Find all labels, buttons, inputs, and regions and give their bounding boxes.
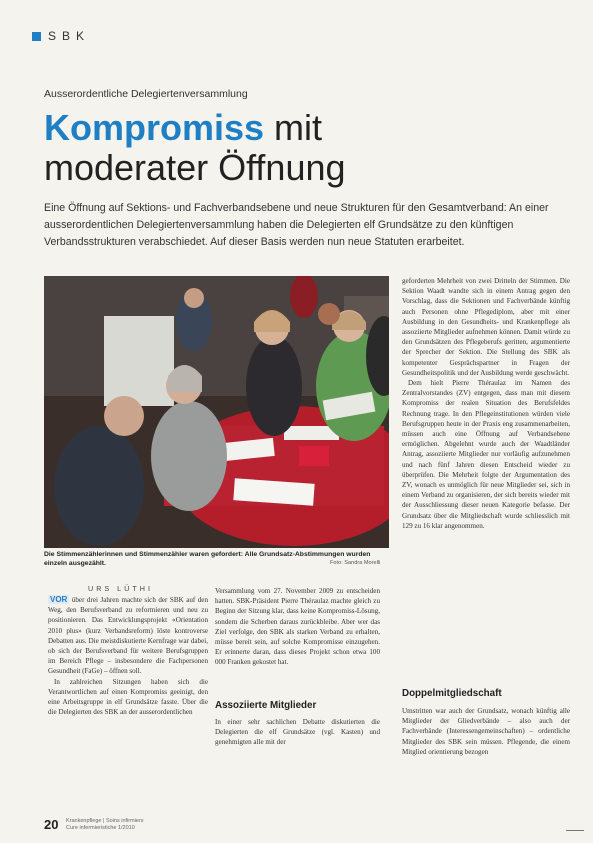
publication-footer — [66, 818, 144, 831]
title-line1-rest: mit — [264, 107, 323, 148]
section-marker — [32, 32, 41, 41]
photo-delegates-counting — [44, 276, 389, 548]
article-kicker: Ausserordentliche Delegiertenversammlung — [44, 88, 248, 100]
footer-line-1: Krankenpflege | Soins infirmiers — [66, 818, 144, 824]
photo-caption: Die Stimmenzählerinnen und Stimmenzähler waren gefordert: Alle Grundsatz-Abstimmungen wurden einzeln ausgezählt. — [44, 551, 371, 567]
section-label: SBK — [48, 29, 91, 43]
author-byline: URS LÜTHI — [88, 584, 153, 593]
title-highlight: Kompromiss — [44, 107, 265, 148]
photo-credit: Foto: Sandra Morelli — [330, 560, 381, 566]
column-1-text: über drei Jahren machte sich der SBK auf den Weg, den Berufsverband zu reformieren und neu zu positionieren. Das Entwicklungsprojekt «Orientation 2010 plus» (kurz Verbandsreform) löste kontroverse Debatten aus. Die meistdiskutierte Kernfrage war dabei, ob sich der Berufsverband für weitere Berufsgruppen im Bereich Pflege – insbesondere die Fachpersonen Gesundheit (FaGe) – öffnen soll. — [48, 596, 208, 676]
column-2: Versammlung vom 27. November 2009 zu entscheiden hatten. SBK-Präsident Pierre Théraulaz machte gleich zu Beginn der Sitzung klar, dass keine Kompromiss-Lösung, sondern die Scherben daraus zurückbleibe. Aber wer das Ziel verfolge, den SBK als starken Verband zu erhalten, müsse bereit sein, auf solche Kompromisse einzugehen. Er erinnerte daran, dass dieses Projekt schon etwa 100 000 Franken gekostet hat. — [215, 587, 380, 667]
article-lead: Eine Öffnung auf Sektions- und Fachverbandsebene und neue Strukturen für den Gesamtverband: An einer ausserordentlichen Delegiertenversammlung haben die Delegierten elf Grundsätze zu den künftigen Verbandsstrukturen verabschiedet. Auf dieser Basis werden nun neue Statuten erarbeitet. — [44, 202, 549, 248]
title-line2: moderater Öffnung — [44, 147, 346, 188]
subhead-doppelmitgliedschaft: Doppelmitgliedschaft — [402, 688, 502, 699]
page-number: 20 — [44, 817, 59, 832]
article-title — [44, 108, 346, 188]
subhead-assoziierte-mitglieder: Assoziierte Mitglieder — [215, 700, 317, 711]
column-3-paragraph-2: Dem hielt Pierre Théraulaz im Namen des Zentralvorstandes (ZV) entgegen, dass man mit diesem Kompromiss der realen Situation des Berufsfeldes Rechnung trage. In den Pflegeinstitutionen würden viele Berufsgruppen heute in der Praxis eng zusammenarbeiten, müssen auch eine Öffnung auf Verbandsebene ermöglichen. Abgelehnt wurde auch der Waadtländer Antrag, assoziierte Mitglieder nur vorläufig aufzunehmen und nach fünf Jahren diesen Entscheid wieder zu überprüfen. Die Mehrheit folgte der Argumentation des ZV, wonach es unmöglich für neue Mitglieder sei, sich in einem Verband zu organisieren, der sich bereits wieder mit der Ausschliessung dieser neuen Kategorie befasse. Der Grundsatz über die Mitgliedschaft wurde schliesslich mit 129 zu 16 klar angenommen. — [402, 379, 570, 530]
column-3-continued: Umstritten war auch der Grundsatz, wonach künftig alle Mitglieder der Gliedverbände – also auch der Fachverbände (Interessengemeinschaften) – ordentliche Mitglieder des SBK sein müssen. Pflegende, die einem Mitglied orientierung bezogen — [402, 707, 570, 756]
column-3 — [402, 276, 570, 531]
drop-word: VOR — [50, 595, 68, 604]
column-2-continued: In einer sehr sachlichen Debatte diskutierten die Delegierten die elf Grundsätze (vgl. Kasten) und genehmigten alle mit der — [215, 718, 380, 747]
column-1-paragraph-2: In zahlreichen Sitzungen haben sich die Verantwortlichen auf einen Kompromiss geeinigt, den eine Arbeitsgruppe in elf Grundsätze fasste. Über die die Delegierten des SBK an der ausserordentlichen — [48, 677, 208, 717]
column-3-paragraph-1: geforderten Mehrheit von zwei Dritteln der Stimmen. Die Sektion Waadt wandte sich in einem Antrag gegen den Vorschlag, dass die Sektionen und Fachverbände künftig auch Personen ohne Pflegediplom, aber mit einer Ausbildung in den Gesundheits- und Krankenpflege als assoziierte Mitglieder aufnehmen können. Damit würde zu den Grundsätzen des Pflegeberufs geritten, argumentierte der Sprecher der Sektion. Die Stellung des SBK als kompetenter Gesprächspartner in Fragen der Gesundheitspolitik und der Ausbildung werde geschwächt. — [402, 277, 570, 377]
corner-mark — [566, 826, 584, 831]
footer-line-2: Cure infermieristiche 1/2010 — [66, 824, 135, 831]
column-1 — [48, 595, 208, 717]
